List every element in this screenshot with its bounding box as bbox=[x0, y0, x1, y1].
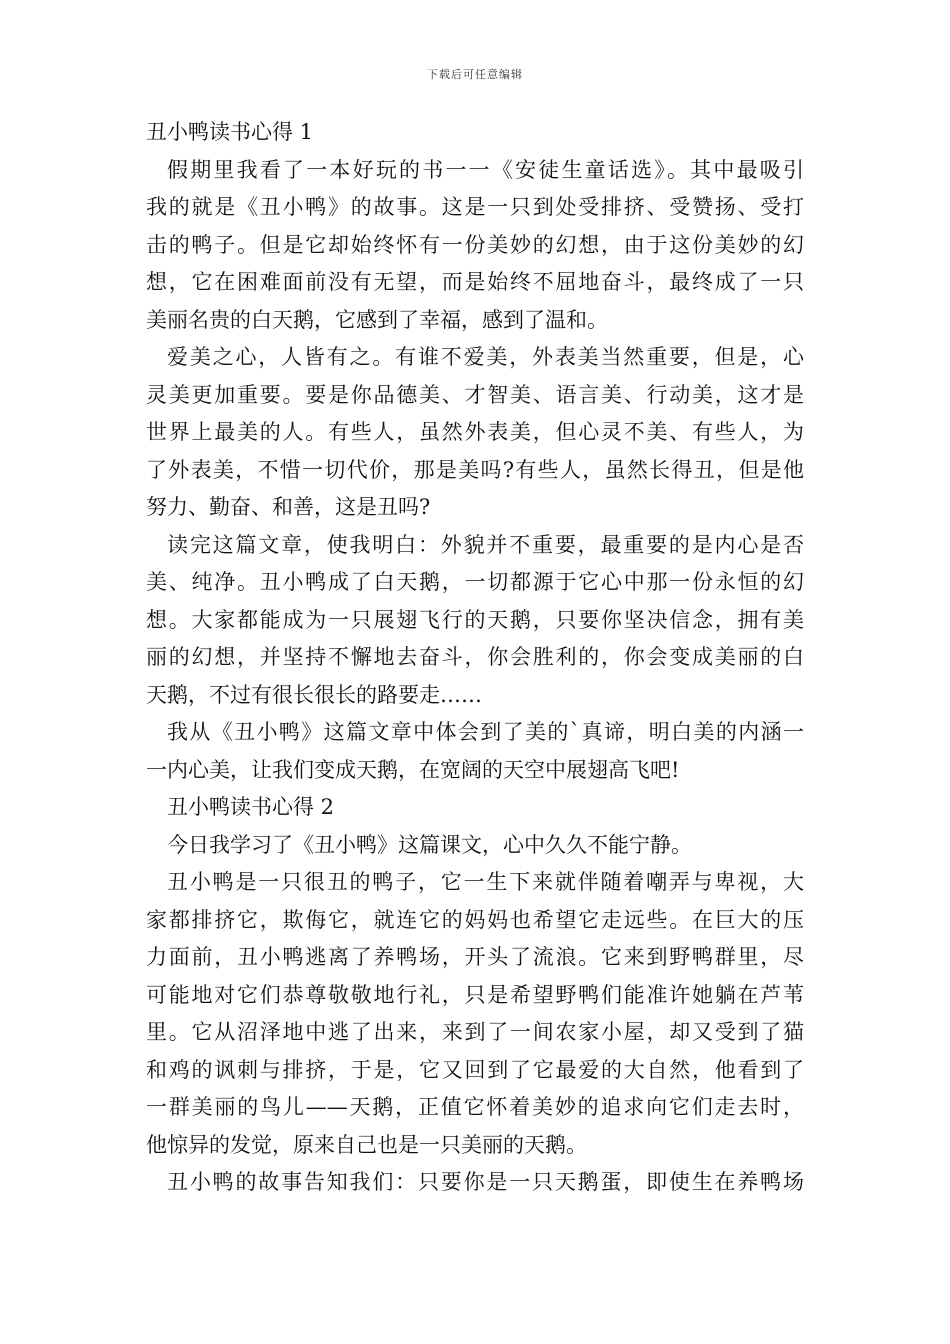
section-heading: 丑小鸭读书心得 1 bbox=[146, 120, 314, 144]
text-line: 了外表美，不惜一切代价，那是美吗?有些人，虽然长得丑，但是他 bbox=[146, 457, 804, 482]
text-line: 今日我学习了《丑小鸭》这篇课文，心中久久不能宁静。 bbox=[167, 832, 692, 857]
text-line: 想，它在困难面前没有无望，而是始终不屈地奋斗，最终成了一只 bbox=[146, 270, 804, 294]
text-line: 力面前，丑小鸭逃离了养鸭场，开头了流浪。它来到野鸭群里，尽 bbox=[146, 945, 804, 969]
section-heading: 丑小鸭读书心得 2 bbox=[167, 795, 335, 819]
text-line: 里。它从沼泽地中逃了出来，来到了一间农家小屋，却又受到了猫 bbox=[146, 1020, 804, 1044]
text-line: 爱美之心，人皆有之。有谁不爱美，外表美当然重要，但是，心 bbox=[167, 345, 804, 369]
text-line: 天鹅，不过有很长很长的路要走…… bbox=[146, 682, 482, 707]
text-line: 丑小鸭是一只很丑的鸭子，它一生下来就伴随着嘲弄与卑视，大 bbox=[167, 870, 804, 894]
text-line: 世界上最美的人。有些人，虽然外表美，但心灵不美、有些人，为 bbox=[146, 420, 804, 444]
text-line: 和鸡的讽刺与排挤，于是，它又回到了它最爱的大自然，他看到了 bbox=[146, 1057, 804, 1082]
text-line: 家都排挤它，欺侮它，就连它的妈妈也希望它走远些。在巨大的压 bbox=[146, 907, 804, 932]
text-line: 美、纯净。丑小鸭成了白天鹅，一切都源于它心中那一份永恒的幻 bbox=[146, 570, 804, 594]
text-line: 击的鸭子。但是它却始终怀有一份美妙的幻想，由于这份美妙的幻 bbox=[146, 232, 804, 257]
text-line: 一群美丽的鸟儿——天鹅，正值它怀着美妙的追求向它们走去时， bbox=[146, 1095, 804, 1119]
text-line: 读完这篇文章，使我明白：外貌并不重要，最重要的是内心是否 bbox=[167, 532, 804, 557]
text-line: 美丽名贵的白天鹅，它感到了幸福，感到了温和。 bbox=[146, 307, 608, 332]
text-line: 丽的幻想，并坚持不懈地去奋斗，你会胜利的，你会变成美丽的白 bbox=[146, 645, 804, 669]
text-line: 一内心美，让我们变成天鹅，在宽阔的天空中展翅高飞吧! bbox=[146, 757, 680, 782]
text-line: 丑小鸭的故事告知我们：只要你是一只天鹅蛋，即使生在养鸭场 bbox=[167, 1170, 804, 1194]
text-line: 假期里我看了一本好玩的书一一《安徒生童话选》。其中最吸引 bbox=[167, 157, 804, 182]
text-line: 我的就是《丑小鸭》的故事。这是一只到处受排挤、受赞扬、受打 bbox=[146, 195, 804, 219]
text-line: 可能地对它们恭尊敬敬地行礼，只是希望野鸭们能准许她躺在芦苇 bbox=[146, 982, 804, 1007]
page-header-note: 下载后可任意编辑 bbox=[427, 68, 523, 81]
text-line: 努力、勤奋、和善，这是丑吗? bbox=[146, 495, 431, 519]
text-line: 想。大家都能成为一只展翅飞行的天鹅，只要你坚决信念，拥有美 bbox=[146, 607, 804, 632]
text-line: 灵美更加重要。要是你品德美、才智美、语言美、行动美，这才是 bbox=[146, 382, 804, 407]
document-body bbox=[146, 114, 804, 1202]
text-line: 他惊异的发觉，原来自己也是一只美丽的天鹅。 bbox=[146, 1132, 587, 1157]
text-line: 我从《丑小鸭》这篇文章中体会到了美的`真谛，明白美的内涵一 bbox=[167, 720, 804, 744]
